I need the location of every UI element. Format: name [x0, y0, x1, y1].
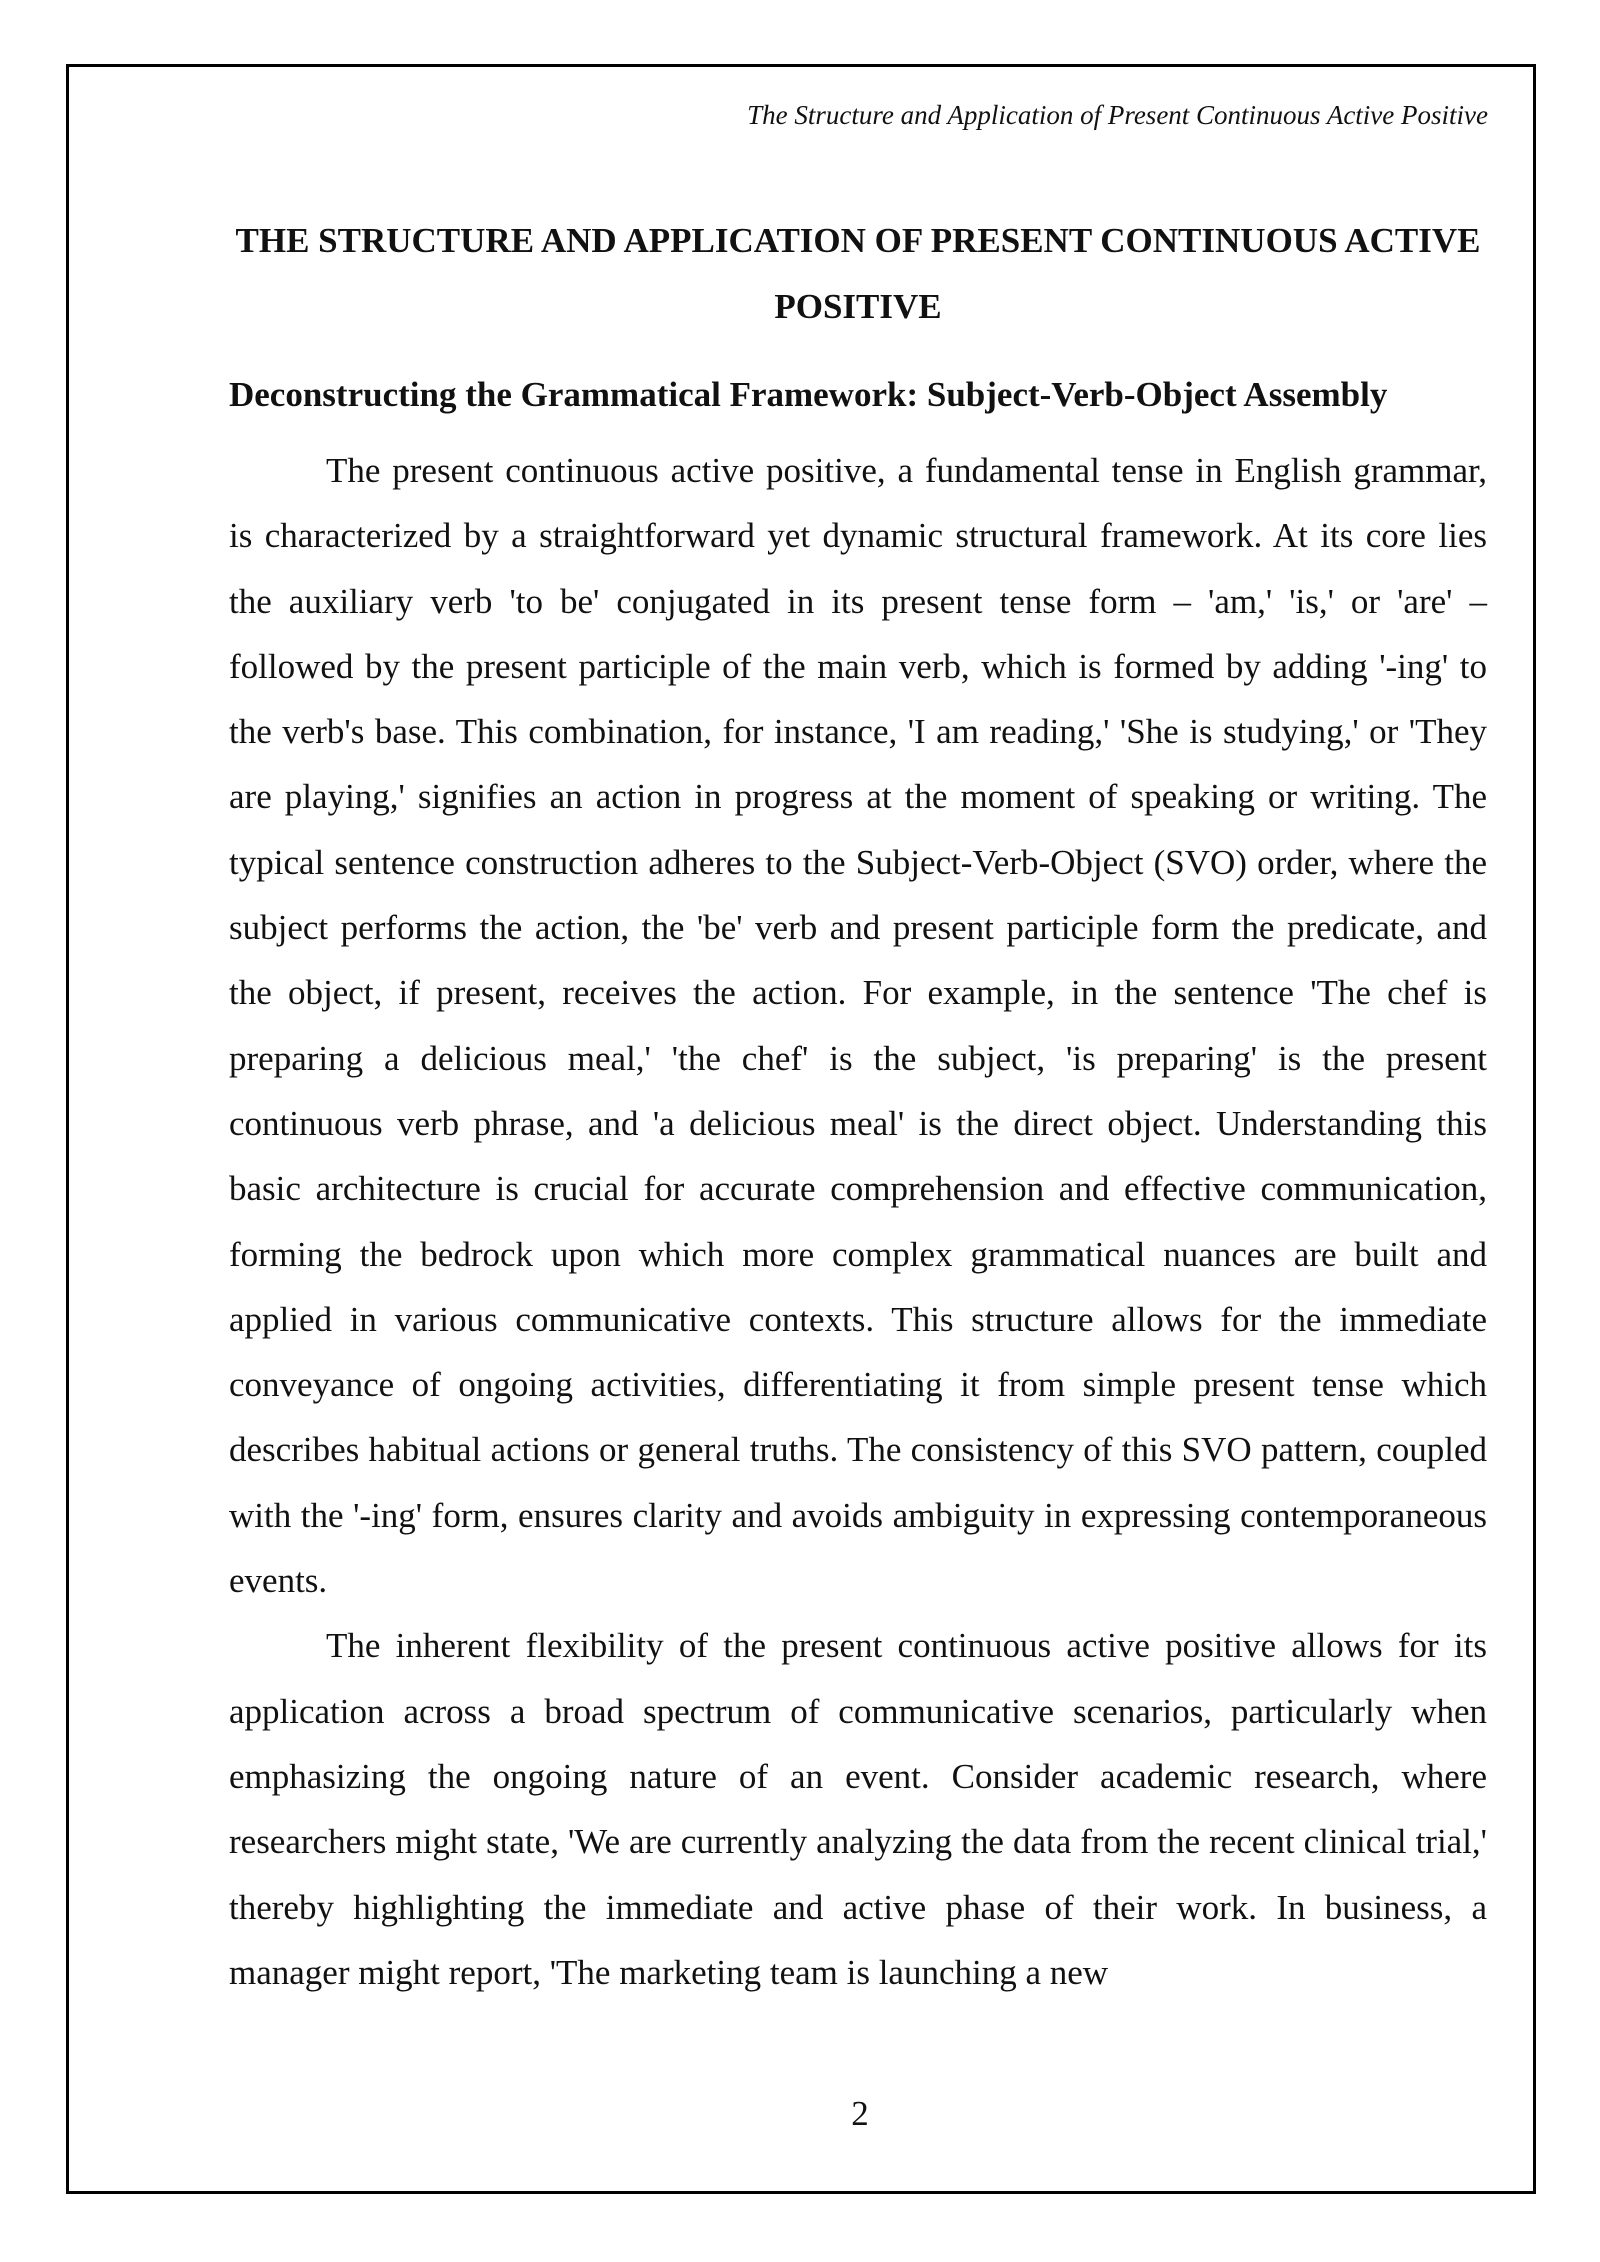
document-title: THE STRUCTURE AND APPLICATION OF PRESENT CONTINUOUS ACTIVE POSITIVE — [235, 221, 1481, 326]
page-content — [229, 208, 1487, 2005]
body-paragraph: The inherent flexibility of the present continuous active positive allows for its application across a broad spectrum of communicative scenarios, particularly when emphasizing the ongoing nature of an event. Consider academic research, where researchers might state, 'We are currently analyzing the data from the recent clinical trial,' thereby highlighting the immediate and active phase of their work. In business, a manager might report, 'The marketing team is launching a new — [229, 1626, 1487, 1992]
page-number: 2 — [851, 2094, 869, 2133]
running-header: The Structure and Application of Present Continuous Active Positive — [747, 100, 1488, 130]
section-heading: Deconstructing the Grammatical Framework: Subject-Verb-Object Assembly — [229, 375, 1388, 414]
body-paragraph: The present continuous active positive, a fundamental tense in English grammar, is characterized by a straightforward yet dynamic structural framework. At its core lies the auxiliary verb 'to be' conjugated in its present tense form – 'am,' 'is,' or 'are' – followed by the present participle of the main verb, which is formed by adding '-ing' to the verb's base. This combination, for instance, 'I am reading,' 'She is studying,' or 'They are playing,' signifies an action in progress at the moment of speaking or writing. The typical sentence construction adheres to the Subject-Verb-Object (SVO) order, where the subject performs the action, the 'be' verb and present participle form the predicate, and the object, if present, receives the action. For example, in the sentence 'The chef is preparing a delicious meal,' 'the chef' is the subject, 'is preparing' is the present continuous verb phrase, and 'a delicious meal' is the direct object. Understanding this basic architecture is crucial for accurate comprehension and effective communication, forming the bedrock upon which more complex grammatical nuances are built and applied in various communicative contexts. This structure allows for the immediate conveyance of ongoing activities, differentiating it from simple present tense which describes habitual actions or general truths. The consistency of this SVO pattern, coupled with the '-ing' form, ensures clarity and avoids ambiguity in expressing contemporaneous events. — [229, 451, 1487, 1601]
